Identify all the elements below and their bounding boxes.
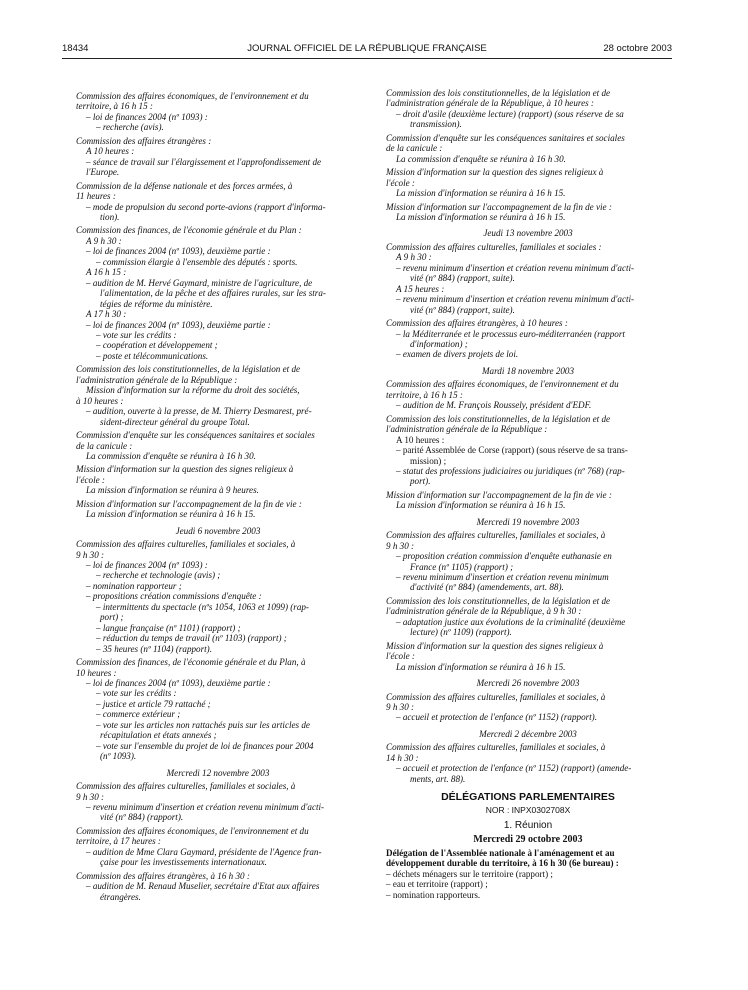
text-line: 14 h 30 :	[386, 752, 419, 763]
text-line: d'information) ;	[410, 338, 468, 349]
text-line: sident-directeur général du groupe Total.	[100, 416, 250, 427]
page-number: 18434	[62, 43, 89, 54]
text-line: Commission des affaires économiques, de l'environnement et du	[76, 825, 309, 836]
text-line: Commission des affaires culturelles, familiales et sociales, à	[386, 742, 606, 753]
text-line: – accueil et protection de l'enfance (nº 1152) (rapport).	[396, 712, 597, 723]
issue-date: 28 octobre 2003	[603, 43, 672, 54]
text-line: Jeudi 6 novembre 2003	[175, 525, 261, 536]
text-line: A 10 heures :	[396, 434, 445, 445]
text-line: – audition, ouverte à la presse, de M. Thierry Desmarest, pré-	[86, 406, 312, 417]
text-line: tégies de réforme du ministère.	[100, 298, 213, 309]
text-line: – coopération et développement ;	[96, 340, 218, 351]
text-line: Commission des finances, de l'économie générale et du Plan :	[76, 225, 302, 236]
text-line: Mission d'information sur l'accompagnement de la fin de vie :	[386, 201, 612, 212]
text-line: territoire, à 16 h 15 :	[386, 389, 463, 400]
text-line: l'école :	[76, 474, 105, 485]
text-line: – loi de finances 2004 (nº 1093) :	[86, 111, 208, 122]
text-line: – loi de finances 2004 (nº 1093), deuxième partie :	[86, 246, 271, 257]
text-line: Mission d'information sur l'accompagnement de la fin de vie :	[386, 489, 612, 500]
text-line: La mission d'information se réunira à 9 heures.	[86, 485, 259, 496]
text-line: Commission des lois constitutionnelles, de la législation et de	[386, 413, 611, 424]
text-line: vité (nº 884) (rapport, suite).	[410, 273, 515, 284]
text-line: – loi de finances 2004 (nº 1093) :	[86, 560, 208, 571]
text-line: – commerce extérieur ;	[96, 709, 181, 720]
text-line: Commission des affaires culturelles, familiales et sociales :	[386, 241, 602, 252]
text-line: lecture) (nº 1109) (rapport).	[410, 627, 512, 638]
text-line: – réduction du temps de travail (nº 1103) (rapport) ;	[96, 633, 287, 644]
text-line: – nomination rapporteurs.	[386, 889, 481, 900]
text-line: port) ;	[100, 612, 124, 623]
text-line: Mission d'information sur la réforme du droit des sociétés,	[86, 385, 300, 396]
text-line: – examen de divers projets de loi.	[396, 349, 519, 360]
text-line: territoire, à 17 heures :	[76, 836, 161, 847]
journal-title: JOURNAL OFFICIEL DE LA RÉPUBLIQUE FRANÇAISE	[247, 43, 487, 54]
text-line: Commission d'enquête sur les conséquences sanitaires et sociales	[386, 132, 625, 143]
text-line: France (nº 1105) (rapport) ;	[410, 561, 514, 572]
text-line: – eau et territoire (rapport) ;	[386, 879, 488, 890]
text-line: l'école :	[386, 177, 415, 188]
text-line: Commission des lois constitutionnelles, de la législation et de	[76, 364, 301, 375]
text-line: de la canicule :	[76, 440, 133, 451]
text-line: – vote sur les articles non rattachés puis sur les articles de	[96, 719, 310, 730]
text-line: DÉLÉGATIONS PARLEMENTAIRES	[441, 791, 615, 804]
text-line: A 15 heures :	[396, 283, 445, 294]
text-line: – déchets ménagers sur le territoire (rapport) ;	[386, 868, 553, 879]
text-line: – commission élargie à l'ensemble des députés : sports.	[96, 256, 298, 267]
text-line: – adaptation justice aux évolutions de la criminalité (deuxième	[396, 616, 626, 627]
text-line: – vote sur l'ensemble du projet de loi de finances pour 2004	[96, 740, 314, 751]
left-column	[76, 88, 360, 902]
text-line: – audition de Mme Clara Gaymard, présidente de l'Agence fran-	[86, 846, 322, 857]
text-line: – vote sur les crédits :	[96, 329, 177, 340]
text-line: – propositions création commissions d'enquête :	[86, 591, 262, 602]
text-line: – revenu minimum d'insertion et création revenu minimum d'acti-	[396, 294, 635, 305]
text-line: 10 heures :	[76, 667, 117, 678]
text-line: récapitulation et états annexés ;	[100, 730, 217, 741]
text-line: – loi de finances 2004 (nº 1093), deuxième partie :	[86, 678, 271, 689]
text-line: – droit d'asile (deuxième lecture) (rapport) (sous réserve de sa	[396, 108, 624, 119]
text-line: 9 h 30 :	[76, 791, 105, 802]
text-line: à 10 heures :	[76, 395, 124, 406]
text-line: A 9 h 30 :	[396, 252, 432, 263]
text-line: l'école :	[386, 651, 415, 662]
text-line: – justice et article 79 rattaché ;	[96, 698, 211, 709]
text-line: Commission des affaires étrangères :	[76, 135, 212, 146]
text-line: A 9 h 30 :	[86, 235, 122, 246]
right-column	[386, 88, 670, 900]
text-line: – audition de M. Hervé Gaymard, ministre de l'agriculture, de	[86, 277, 313, 288]
text-line: Mardi 18 novembre 2003	[481, 365, 575, 376]
text-line: 1. Réunion	[503, 820, 553, 832]
text-line: Commission d'enquête sur les conséquences sanitaires et sociales	[76, 430, 315, 441]
text-line: Commission des affaires culturelles, familiales et sociales, à	[386, 530, 606, 541]
text-line: – vote sur les crédits :	[96, 688, 177, 699]
text-line: (nº 1093).	[100, 751, 137, 762]
text-line: port).	[410, 476, 431, 487]
text-line: – loi de finances 2004 (nº 1093), deuxième partie :	[86, 319, 271, 330]
text-line: – accueil et protection de l'enfance (nº 1152) (rapport) (amende-	[396, 763, 632, 774]
text-line: Commission des affaires étrangères, à 16 h 30 :	[76, 870, 250, 881]
text-line: l'Europe.	[86, 167, 120, 178]
text-line: La commission d'enquête se réunira à 16 h 30.	[396, 153, 566, 164]
text-line: vité (nº 884) (rapport, suite).	[410, 304, 515, 315]
text-line: – parité Assemblée de Corse (rapport) (sous réserve de sa trans-	[396, 445, 628, 456]
text-line: l'administration générale de la République, à 10 heures :	[386, 98, 594, 109]
text-line: Commission des affaires culturelles, familiales et sociales, à	[76, 781, 296, 792]
text-line: – revenu minimum d'insertion et création revenu minimum d'acti-	[396, 262, 635, 273]
text-line: NOR : INPX0302708X	[485, 804, 571, 815]
text-line: Mercredi 12 novembre 2003	[166, 767, 270, 778]
text-line: Mercredi 29 octobre 2003	[473, 833, 583, 845]
text-line: La mission d'information se réunira à 16 h 15.	[86, 509, 256, 520]
text-line: – nomination rapporteur ;	[86, 580, 182, 591]
text-line: – poste et télécommunications.	[96, 350, 209, 361]
text-line: Commission des lois constitutionnelles, de la législation et de	[386, 595, 611, 606]
text-line: tion).	[100, 211, 120, 222]
text-line: A 17 h 30 :	[86, 309, 127, 320]
text-line: – statut des professions judiciaires ou juridiques (nº 768) (rap-	[396, 465, 625, 476]
text-line: La mission d'information se réunira à 16 h 15.	[396, 211, 566, 222]
text-line: Commission des affaires culturelles, familiales et sociales, à	[76, 539, 296, 550]
text-line: Mission d'information sur la question des signes religieux à	[386, 640, 604, 651]
text-line: – proposition création commission d'enquête euthanasie en	[396, 551, 612, 562]
text-line: vité (nº 884) (rapport).	[100, 812, 184, 823]
text-line: A 10 heures :	[86, 146, 135, 157]
text-line: développement durable du territoire, à 16 h 30 (6e bureau) :	[386, 858, 619, 869]
text-line: Commission des affaires culturelles, familiales et sociales, à	[386, 691, 606, 702]
text-line: Mission d'information sur la question des signes religieux à	[386, 167, 604, 178]
text-line: Commission des affaires économiques, de l'environnement et du	[76, 91, 309, 101]
text-line: ments, art. 88).	[410, 773, 466, 784]
page-header	[62, 43, 672, 59]
text-line: La commission d'enquête se réunira à 16 h 30.	[86, 450, 256, 461]
text-line: Mercredi 26 novembre 2003	[476, 678, 580, 689]
text-line: l'alimentation, de la pêche et des affaires rurales, sur les stra-	[100, 288, 326, 299]
text-line: – revenu minimum d'insertion et création revenu minimum	[396, 572, 609, 583]
text-line: La mission d'information se réunira à 16 h 15.	[396, 500, 566, 511]
text-line: La mission d'information se réunira à 16 h 15.	[396, 661, 566, 672]
text-line: l'administration générale de la République :	[386, 424, 548, 435]
text-line: – séance de travail sur l'élargissement et l'approfondissement de	[86, 156, 322, 167]
text-line: A 16 h 15 :	[86, 267, 127, 278]
text-line: 9 h 30 :	[386, 540, 415, 551]
text-line: Commission des affaires étrangères, à 10 heures :	[386, 318, 568, 329]
text-line: territoire, à 16 h 15 :	[76, 101, 153, 112]
text-line: 11 heures :	[76, 191, 116, 202]
text-line: mission) ;	[410, 455, 447, 466]
text-line: Commission des finances, de l'économie générale et du Plan, à	[76, 657, 306, 668]
text-line: – langue française (nº 1101) (rapport) ;	[96, 622, 241, 633]
text-line: Jeudi 13 novembre 2003	[483, 228, 573, 239]
text-line: l'administration générale de la République :	[76, 374, 238, 385]
text-line: Mission d'information sur l'accompagnement de la fin de vie :	[76, 498, 302, 509]
text-line: Délégation de l'Assemblée nationale à l'aménagement et au	[386, 848, 615, 858]
text-line: Mercredi 2 décembre 2003	[479, 728, 577, 739]
text-line: çaise pour les investissements internationaux.	[100, 857, 267, 868]
text-line: d'activité (nº 884) (amendements, art. 88).	[410, 582, 564, 593]
text-line: – recherche et technologie (avis) ;	[96, 570, 221, 581]
text-line: Mercredi 19 novembre 2003	[476, 516, 580, 527]
text-line: 9 h 30 :	[76, 549, 105, 560]
text-line: Commission des lois constitutionnelles, de la législation et de	[386, 88, 611, 98]
text-line: Mission d'information sur la question des signes religieux à	[76, 464, 294, 475]
text-line: – recherche (avis).	[96, 122, 164, 133]
text-line: transmission).	[410, 119, 462, 130]
text-line: – audition de M. François Roussely, président d'EDF.	[396, 400, 592, 411]
text-line: La mission d'information se réunira à 16 h 15.	[396, 188, 566, 199]
text-line: – 35 heures (nº 1104) (rapport).	[96, 643, 212, 654]
text-line: – intermittents du spectacle (nºs 1054, 1063 et 1099) (rap-	[96, 601, 309, 612]
text-line: 9 h 30 :	[386, 702, 415, 713]
text-line: de la canicule :	[386, 143, 443, 154]
text-line: – la Méditerranée et le processus euro-méditerranéen (rapport	[396, 328, 625, 339]
text-line: Commission de la défense nationale et des forces armées, à	[76, 180, 293, 191]
text-line: – audition de M. Renaud Muselier, secrétaire d'Etat aux affaires	[86, 881, 320, 892]
text-line: – mode de propulsion du second porte-avions (rapport d'informa-	[86, 201, 326, 212]
text-line: Commission des affaires économiques, de l'environnement et du	[386, 379, 619, 390]
text-line: étrangères.	[100, 891, 141, 902]
text-line: – revenu minimum d'insertion et création revenu minimum d'acti-	[86, 802, 325, 812]
text-line: l'administration générale de la République, à 9 h 30 :	[386, 606, 582, 617]
